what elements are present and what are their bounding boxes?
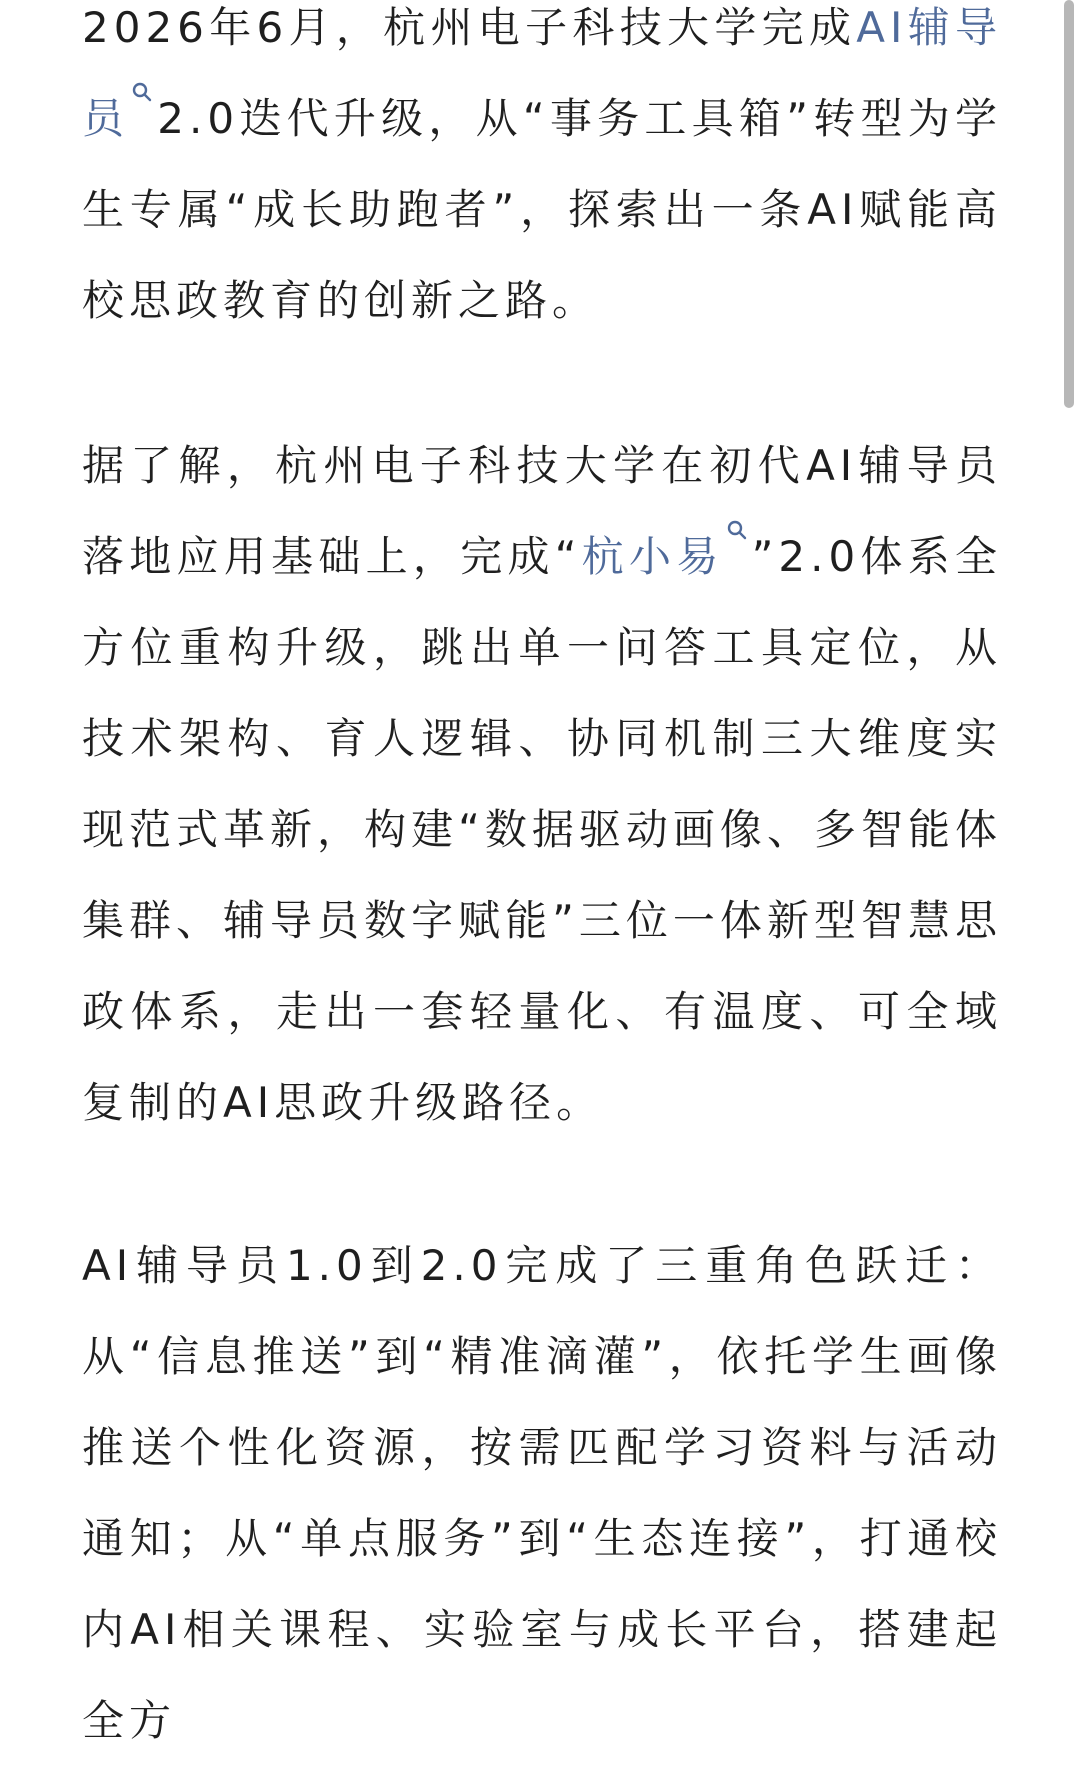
vertical-scrollbar[interactable] <box>1064 0 1074 408</box>
keyword-link-ai-counselor[interactable]: AI辅导员 <box>82 3 1003 143</box>
search-icon[interactable] <box>726 511 752 541</box>
paragraph-1-text-start: 2026年6月，杭州电子科技大学完成 <box>82 3 857 52</box>
paragraph-2-text-start: 据了解，杭州电子科技大学在初代AI辅导员落地应用基础上，完成“ <box>82 441 1002 581</box>
paragraph-1 <box>82 0 1002 346</box>
paragraph-1-text-end: 2.0迭代升级，从“事务工具箱”转型为学生专属“成长助跑者”，探索出一条AI赋能高校思政教育的创新之路。 <box>82 94 1002 325</box>
search-icon[interactable] <box>131 73 157 103</box>
paragraph-3-text: AI辅导员1.0到2.0完成了三重角色跃迁：从“信息推送”到“精准滴灌”，依托学生画像推送个性化资源，按需匹配学习资料与活动通知；从“单点服务”到“生态连接”，打通校内AI相关课程、实验室与成长平台，搭建起全方 <box>82 1241 1002 1745</box>
keyword-link-hangxiaoyi[interactable]: 杭小易 <box>581 532 724 581</box>
paragraph-2 <box>82 420 1002 1148</box>
paragraph-3 <box>82 1220 1002 1766</box>
paragraph-2-text-end: ”2.0体系全方位重构升级，跳出单一问答工具定位，从技术架构、育人逻辑、协同机制三大维度实现范式革新，构建“数据驱动画像、多智能体集群、辅导员数字赋能”三位一体新型智慧思政体系，走出一套轻量化、有温度、可全域复制的AI思政升级路径。 <box>82 532 1002 1127</box>
